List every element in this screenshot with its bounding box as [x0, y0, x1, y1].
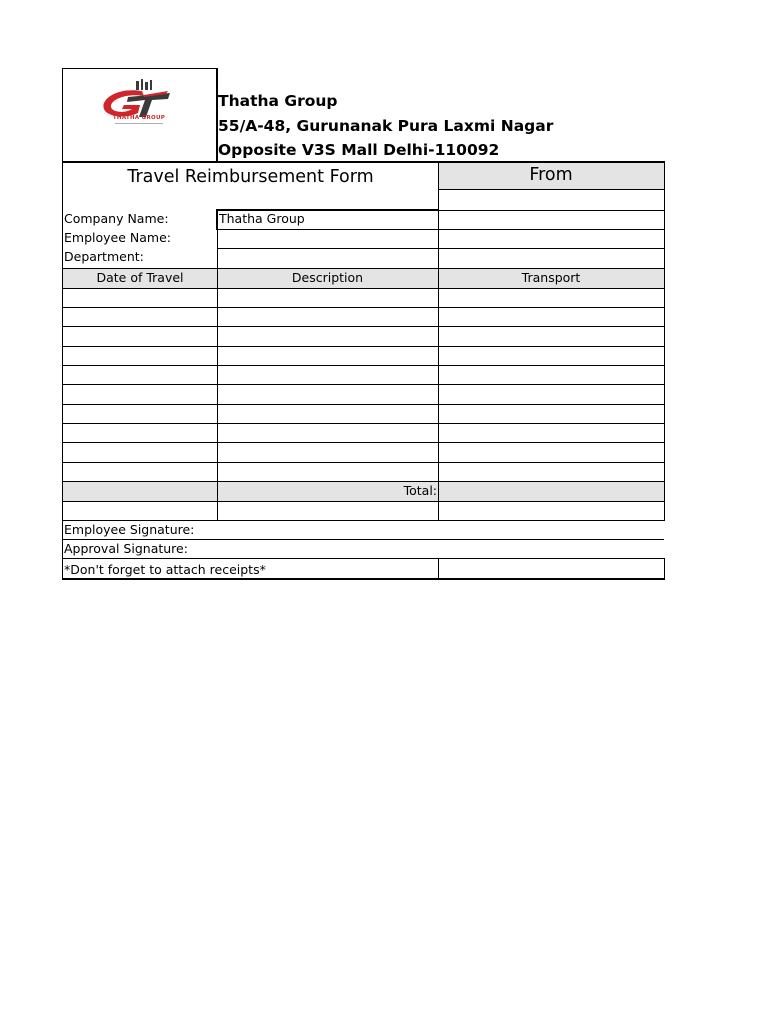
logo-text: THATHA GROUP: [112, 115, 166, 121]
employee-name-field[interactable]: [218, 230, 438, 248]
receipts-note: *Don't forget to attach receipts*: [64, 562, 266, 577]
column-header-transport: Transport: [521, 270, 581, 285]
company-logo: [98, 77, 178, 137]
company-name: Thatha Group: [218, 92, 338, 110]
approval-signature-label: Approval Signature:: [64, 541, 188, 556]
company-address-line1: 55/A-48, Gurunanak Pura Laxmi Nagar: [218, 117, 554, 135]
logo-box: [62, 68, 218, 162]
employee-signature-label: Employee Signature:: [64, 522, 195, 537]
company-name-label: Company Name:: [64, 211, 169, 226]
logo-tagline-line: [115, 123, 163, 124]
company-name-field[interactable]: Thatha Group: [219, 211, 305, 226]
employee-name-label: Employee Name:: [64, 230, 171, 245]
form-title: Travel Reimbursement Form: [127, 167, 374, 187]
department-label: Department:: [64, 249, 144, 264]
department-field[interactable]: [218, 249, 438, 268]
from-header: From: [529, 165, 573, 185]
column-header-description: Description: [291, 270, 364, 285]
form-left-border: [62, 162, 63, 579]
form-right-border: [664, 162, 665, 521]
total-label: Total:: [403, 483, 437, 498]
company-address-line2: Opposite V3S Mall Delhi-110092: [218, 141, 500, 159]
column-header-date: Date of Travel: [96, 270, 184, 285]
